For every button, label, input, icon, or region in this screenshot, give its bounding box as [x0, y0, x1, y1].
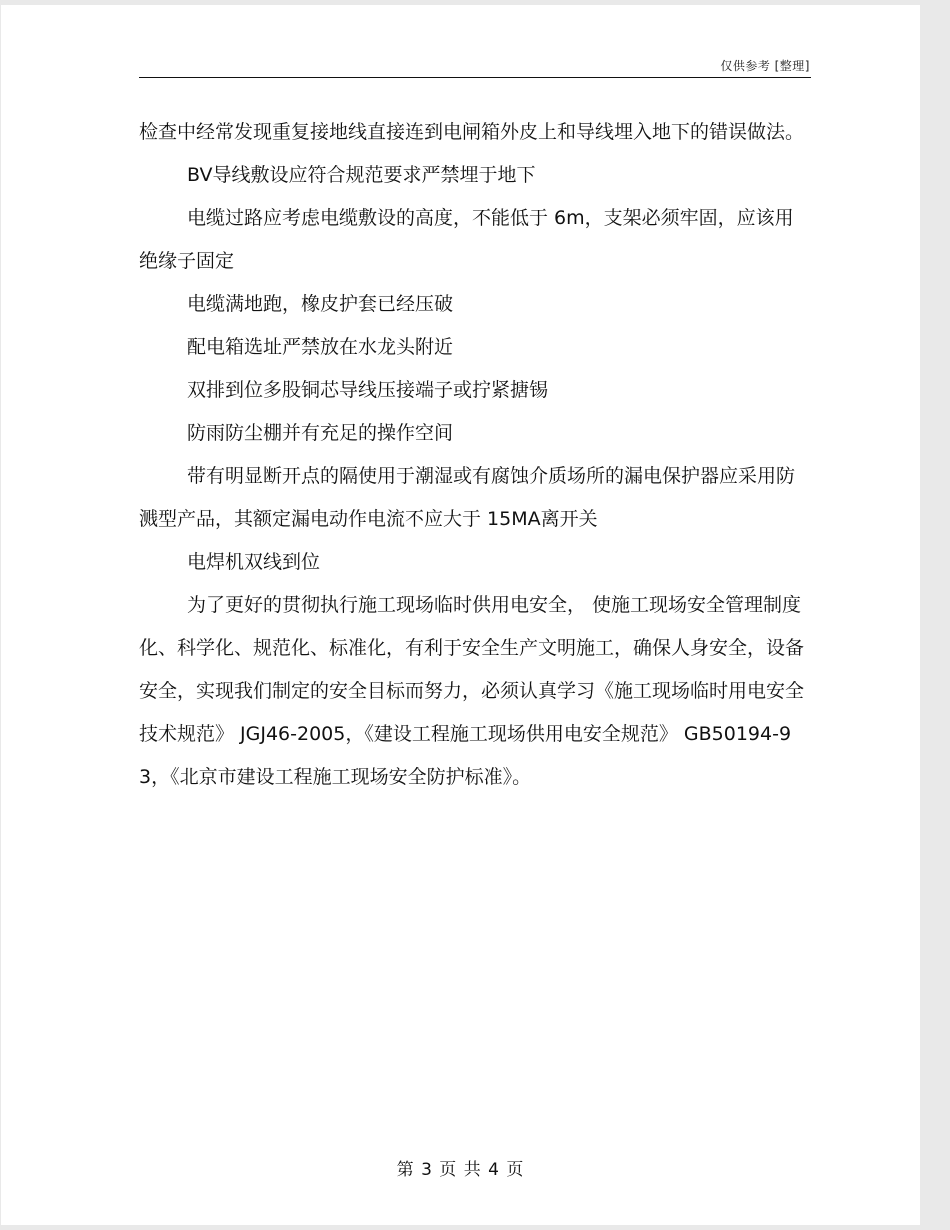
paragraph-7: 防雨防尘棚并有充足的操作空间	[187, 422, 454, 444]
paragraph-1: 检查中经常发现重复接地线直接连到电闸箱外皮上和导线埋入地下的错误做法。	[139, 121, 805, 143]
page-number: 第 3 页 共 4 页	[396, 1160, 525, 1180]
paragraph-10: 为了更好的贯彻执行施工现场临时供用电安全， 使施工现场安全管理制度化、科学化、规范化、标准化，有利于安全生产文明施工，确保人身安全，设备安全，实现我们制定的安全目标而努力，必须认真学习《施工现场临时用电安全技术规范》 JGJ46-2005，《建设工程施工现场供用电安全规范》 GB50194-93，《北京市建设工程施工现场安全防护标准》。	[139, 594, 805, 788]
paragraph-4: 电缆满地跑，橡皮护套已经压破	[187, 293, 454, 315]
document-page	[1, 5, 920, 1225]
body-text	[139, 111, 811, 799]
header-divider	[139, 77, 811, 78]
paragraph-8: 带有明显断开点的隔使用于潮湿或有腐蚀介质场所的漏电保护器应采用防溅型产品，其额定漏电动作电流不应大于 15MA离开关	[139, 465, 796, 530]
paragraph-2: BV导线敷设应符合规范要求严禁埋于地下	[187, 164, 536, 186]
paragraph-3: 电缆过路应考虑电缆敷设的高度，不能低于 6m，支架必须牢固，应该用绝缘子固定	[139, 207, 794, 272]
header-note: 仅供参考 [整理]	[720, 59, 810, 73]
paragraph-6: 双排到位多股铜芯导线压接端子或拧紧搪锡	[187, 379, 549, 401]
paragraph-5: 配电箱选址严禁放在水龙头附近	[187, 336, 454, 358]
paragraph-9: 电焊机双线到位	[187, 551, 321, 573]
